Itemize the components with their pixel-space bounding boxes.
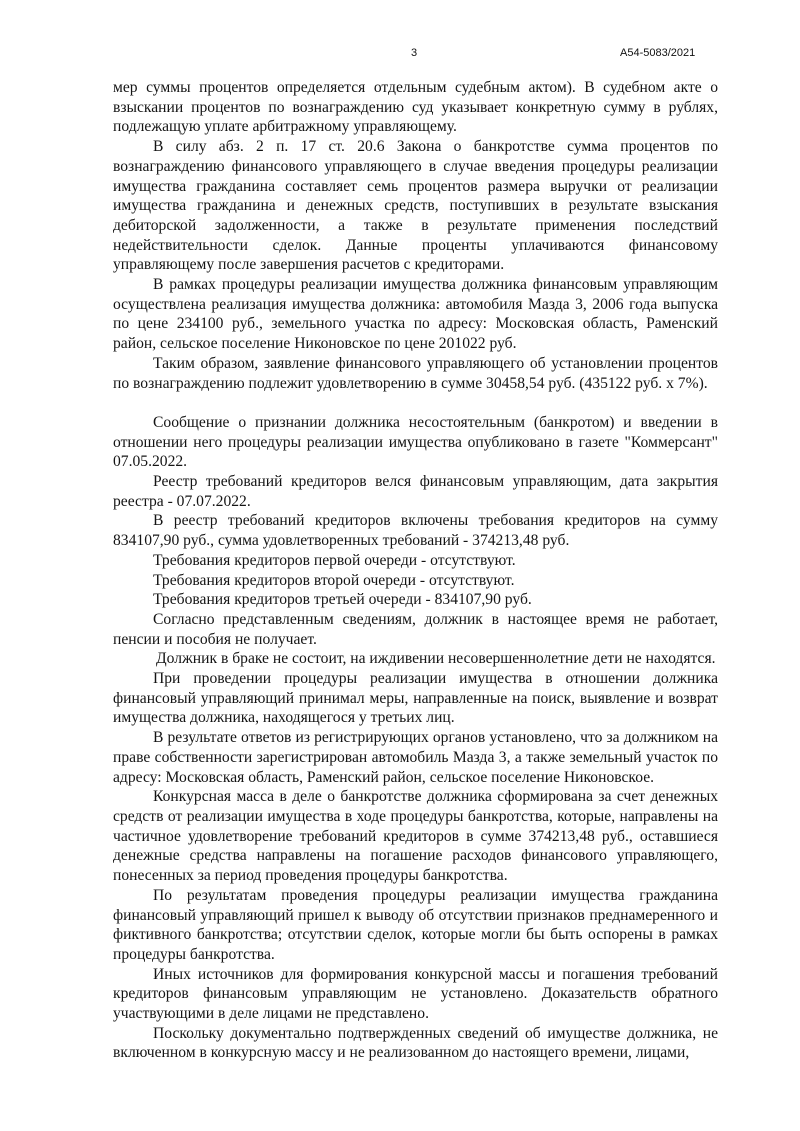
paragraph: В силу абз. 2 п. 17 ст. 20.6 Закона о банкротстве сумма процентов по вознаграждению финансового управляющего в случае введения процедуры реализации имущества гражданина составляет семь процентов размера выручки от реализации имущества гражданина и денежных средств, поступивших в результате взыскания дебиторской задолженности, а также в результате применения последствий недействительности сделок. Данные проценты уплачиваются финансовому управляющему после завершения расчетов с кредиторами.	[113, 138, 718, 274]
paragraph: Согласно представленным сведениям, должник в настоящее время не работает, пенсии и пособия не получает.	[113, 610, 718, 648]
paragraph: Требования кредиторов третьей очереди - 834107,90 руб.	[153, 591, 532, 609]
paragraph: Должник в браке не состоит, на иждивении несовершеннолетние дети не находятся.	[156, 650, 716, 668]
paragraph: Поскольку документально подтвержденных сведений об имуществе должника, не включенном в конкурсную массу и не реализованном до настоящего времени, лицами,	[113, 1024, 718, 1062]
paragraph: В результате ответов из регистрирующих органов установлено, что за должником на праве собственности зарегистрирован автомобиль Мазда 3, а также земельный участок по адресу: Московская область, Раменский район, сельское поселение Никоновское.	[113, 729, 718, 786]
paragraph: В рамках процедуры реализации имущества должника финансовым управляющим осуществлена реализация имущества должника: автомобиля Мазда 3, 2006 года выпуска по цене 234100 руб., земельного участка по адресу: Московская область, Раменский район, сельское поселение Никоновское по цене 201022 руб.	[113, 276, 718, 353]
paragraph-continuation: мер суммы процентов определяется отдельным судебным актом). В судебном акте о взыскании процентов по вознаграждению суд указывает конкретную сумму в рублях, подлежащую уплате арбитражному управляющему.	[113, 79, 718, 136]
paragraph: Конкурсная масса в деле о банкротстве должника сформирована за счет денежных средств от реализации имущества в ходе процедуры банкротства, которые, направлены на частичное удовлетворение требований кредиторов в сумме 374213,48 руб., оставшиеся денежные средства направлены на погашение расходов финансового управляющего, понесенных за период проведения процедуры банкротства.	[113, 788, 718, 885]
paragraph: Иных источников для формирования конкурсной массы и погашения требований кредиторов финансовым управляющим не установлено. Доказательств обратного участвующими в деле лицами не представлено.	[113, 965, 718, 1023]
document-body	[113, 78, 718, 1063]
paragraph: Требования кредиторов второй очереди - отсутствуют.	[153, 571, 515, 589]
paragraph: Таким образом, заявление финансового управляющего об установлении процентов по вознаграждению подлежит удовлетворению в сумме 30458,54 руб. (435122 руб. х 7%).	[113, 354, 718, 392]
case-number: А54-5083/2021	[620, 47, 696, 59]
page-number: 3	[411, 47, 418, 59]
paragraph: Требования кредиторов первой очереди - отсутствуют.	[153, 551, 516, 569]
paragraph: Сообщение о признании должника несостоятельным (банкротом) и введении в отношении него процедуры реализации имущества опубликовано в газете "Коммерсант" 07.05.2022.	[113, 413, 718, 471]
paragraph: По результатам проведения процедуры реализации имущества гражданина финансовый управляющий пришел к выводу об отсутствии признаков преднамеренного и фиктивного банкротства; отсутствии сделок, которые могли бы быть оспорены в рамках процедуры банкротства.	[113, 886, 718, 963]
paragraph: Реестр требований кредиторов велся финансовым управляющим, дата закрытия реестра - 07.07.2022.	[113, 473, 718, 510]
paragraph: При проведении процедуры реализации имущества в отношении должника финансовый управляющий принимал меры, направленные на поиск, выявление и возврат имущества должника, находящегося у третьих лиц.	[113, 670, 718, 727]
paragraph: В реестр требований кредиторов включены требования кредиторов на сумму 834107,90 руб., сумма удовлетворенных требований - 374213,48 руб.	[113, 512, 718, 550]
